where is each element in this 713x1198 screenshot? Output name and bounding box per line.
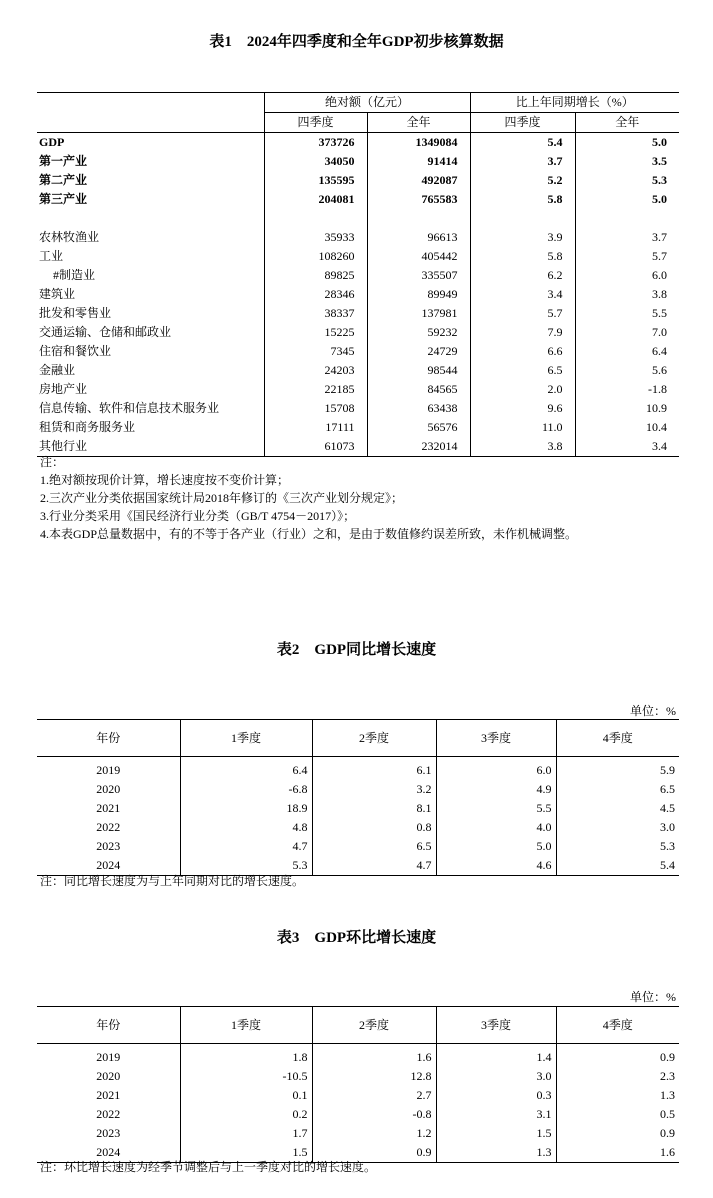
value-cell: 4.8 — [180, 818, 312, 837]
year-cell: 2021 — [96, 1088, 121, 1102]
cell-growth-q4: 9.6 — [470, 399, 575, 418]
value-cell: 0.8 — [312, 818, 436, 837]
row-label: #制造业 — [53, 268, 96, 282]
value-cell: 6.5 — [312, 837, 436, 856]
column-header: 3季度 — [436, 1007, 556, 1044]
table1-group-header-row — [37, 93, 679, 113]
table-row — [37, 171, 679, 190]
value-cell: 1.6 — [556, 1143, 679, 1163]
cell-abs-year: 335507 — [367, 266, 470, 285]
cell-growth-year: 3.7 — [575, 228, 679, 247]
column-header: 1季度 — [180, 1007, 312, 1044]
table-row — [37, 380, 679, 399]
cell-abs-year: 24729 — [367, 342, 470, 361]
value-cell: 5.9 — [556, 757, 679, 781]
table-row — [37, 247, 679, 266]
cell-growth-year: 5.3 — [575, 171, 679, 190]
row-label: 农林牧渔业 — [39, 230, 100, 244]
value-cell: 4.7 — [180, 837, 312, 856]
year-cell: 2023 — [96, 1126, 121, 1140]
value-cell: 4.0 — [436, 818, 556, 837]
value-cell: 5.0 — [436, 837, 556, 856]
cell-growth-q4: 3.7 — [470, 152, 575, 171]
cell-abs-year: 56576 — [367, 418, 470, 437]
table-row — [37, 285, 679, 304]
table1-header-growth-q4: 四季度 — [470, 113, 575, 133]
row-label: 建筑业 — [39, 287, 76, 301]
value-cell: 5.4 — [556, 856, 679, 876]
table-row — [37, 818, 679, 837]
table-row — [37, 266, 679, 285]
cell-abs-year: 89949 — [367, 285, 470, 304]
cell-abs-year: 137981 — [367, 304, 470, 323]
row-label: 房地产业 — [39, 382, 88, 396]
value-cell: 1.4 — [436, 1044, 556, 1068]
year-cell: 2020 — [96, 1069, 121, 1083]
value-cell: 0.5 — [556, 1105, 679, 1124]
table2-note: 注：同比增长速度为与上年同期对比的增长速度。 — [40, 874, 305, 888]
row-label: 第二产业 — [39, 173, 88, 187]
cell-growth-year: 7.0 — [575, 323, 679, 342]
value-cell: 12.8 — [312, 1067, 436, 1086]
value-cell: 5.3 — [180, 856, 312, 876]
table-row — [37, 1067, 679, 1086]
cell-abs-q4: 89825 — [264, 266, 367, 285]
cell-abs-year: 1349084 — [367, 133, 470, 153]
table-row — [37, 323, 679, 342]
table-row — [37, 418, 679, 437]
year-cell: 2023 — [96, 839, 121, 853]
cell-abs-q4: 15225 — [264, 323, 367, 342]
cell-abs-year: 405442 — [367, 247, 470, 266]
table3-note: 注：环比增长速度为经季节调整后与上一季度对比的增长速度。 — [40, 1160, 377, 1174]
cell-abs-year: 765583 — [367, 190, 470, 209]
cell-abs-year: 84565 — [367, 380, 470, 399]
column-header: 2季度 — [312, 720, 436, 757]
table2-title: 表2 GDP同比增长速度 — [276, 642, 437, 658]
table3-header-row — [37, 1007, 679, 1044]
value-cell: 1.5 — [180, 1143, 312, 1163]
year-cell: 2021 — [96, 801, 121, 815]
value-cell: 0.1 — [180, 1086, 312, 1105]
table2-unit: 单位：% — [630, 704, 676, 718]
table1-header-growth-year: 全年 — [575, 113, 679, 133]
table-row — [37, 1044, 679, 1068]
row-label: 租赁和商务服务业 — [39, 420, 136, 434]
value-cell: 3.0 — [436, 1067, 556, 1086]
cell-abs-q4: 22185 — [264, 380, 367, 399]
cell-growth-q4: 3.9 — [470, 228, 575, 247]
value-cell: 0.9 — [556, 1124, 679, 1143]
table3 — [37, 1006, 679, 1163]
cell-growth-year: 5.0 — [575, 190, 679, 209]
column-header: 年份 — [37, 1007, 180, 1044]
cell-growth-q4: 3.4 — [470, 285, 575, 304]
cell-growth-q4: 7.9 — [470, 323, 575, 342]
value-cell: 5.3 — [556, 837, 679, 856]
cell-growth-year: 5.0 — [575, 133, 679, 153]
year-cell: 2022 — [96, 1107, 121, 1121]
row-label: 金融业 — [39, 363, 76, 377]
row-label: 交通运输、仓储和邮政业 — [39, 325, 172, 339]
column-header: 4季度 — [556, 1007, 679, 1044]
value-cell: 3.2 — [312, 780, 436, 799]
table-row — [37, 342, 679, 361]
row-label: 工业 — [39, 249, 64, 263]
row-label: GDP — [39, 135, 65, 149]
cell-abs-q4: 24203 — [264, 361, 367, 380]
row-label: 住宿和餐饮业 — [39, 344, 112, 358]
year-cell: 2019 — [96, 1050, 121, 1064]
cell-abs-year: 59232 — [367, 323, 470, 342]
row-label: 其他行业 — [37, 437, 264, 457]
value-cell: -6.8 — [180, 780, 312, 799]
table1-corner — [37, 93, 264, 113]
cell-abs-q4: 61073 — [264, 437, 367, 457]
row-label: 信息传输、软件和信息技术服务业 — [39, 401, 220, 415]
note-line: 3.行业分类采用《国民经济行业分类（GB/T 4754－2017）》； — [40, 509, 356, 523]
column-header: 4季度 — [556, 720, 679, 757]
note-line: 4.本表GDP总量数据中，有的不等于各产业（行业）之和，是由于数值修约误差所致，未作机械调整。 — [40, 527, 578, 541]
cell-abs-year: 232014 — [367, 437, 470, 457]
table-row — [37, 799, 679, 818]
value-cell: 3.1 — [436, 1105, 556, 1124]
value-cell: 0.2 — [180, 1105, 312, 1124]
column-header: 2季度 — [312, 1007, 436, 1044]
cell-abs-q4: 373726 — [264, 133, 367, 153]
value-cell: 4.6 — [436, 856, 556, 876]
note-line: 2.三次产业分类依据国家统计局2018年修订的《三次产业划分规定》； — [40, 491, 404, 505]
table-row — [37, 190, 679, 209]
table3-title: 表3 GDP环比增长速度 — [276, 930, 437, 946]
table1-header-abs-year: 全年 — [367, 113, 470, 133]
cell-growth-year: 5.6 — [575, 361, 679, 380]
cell-abs-q4: 38337 — [264, 304, 367, 323]
value-cell: 6.5 — [556, 780, 679, 799]
value-cell: 1.3 — [436, 1143, 556, 1163]
table3-unit: 单位：% — [630, 990, 676, 1004]
year-cell: 2024 — [37, 1143, 180, 1163]
cell-growth-q4: 5.8 — [470, 247, 575, 266]
year-cell: 2022 — [96, 820, 121, 834]
table-row — [37, 304, 679, 323]
cell-growth-year: 5.7 — [575, 247, 679, 266]
column-header: 年份 — [37, 720, 180, 757]
table1-spacer-row — [37, 209, 679, 228]
cell-abs-q4: 15708 — [264, 399, 367, 418]
value-cell: 2.7 — [312, 1086, 436, 1105]
year-cell: 2024 — [37, 856, 180, 876]
cell-abs-year: 98544 — [367, 361, 470, 380]
table-row — [37, 152, 679, 171]
cell-growth-q4: 3.8 — [470, 437, 575, 457]
table1-header-growth: 比上年同期增长（%） — [470, 93, 679, 113]
value-cell: -10.5 — [180, 1067, 312, 1086]
cell-growth-q4: 5.7 — [470, 304, 575, 323]
note-line: 1.绝对额按现价计算，增长速度按不变价计算； — [40, 473, 290, 487]
table2 — [37, 719, 679, 876]
value-cell: 4.7 — [312, 856, 436, 876]
cell-growth-q4: 6.2 — [470, 266, 575, 285]
value-cell: 2.3 — [556, 1067, 679, 1086]
table1-sub-header-row — [37, 113, 679, 133]
table-row — [37, 837, 679, 856]
cell-abs-q4: 28346 — [264, 285, 367, 304]
table-row — [37, 1105, 679, 1124]
value-cell: 1.8 — [180, 1044, 312, 1068]
cell-abs-year: 91414 — [367, 152, 470, 171]
value-cell: 18.9 — [180, 799, 312, 818]
value-cell: 0.9 — [556, 1044, 679, 1068]
value-cell: 6.4 — [180, 757, 312, 781]
table-row — [37, 757, 679, 781]
cell-growth-year: 5.5 — [575, 304, 679, 323]
table-row — [37, 399, 679, 418]
year-cell: 2020 — [96, 782, 121, 796]
value-cell: 0.9 — [312, 1143, 436, 1163]
cell-abs-year: 63438 — [367, 399, 470, 418]
row-label: 批发和零售业 — [39, 306, 112, 320]
table1-notes — [40, 453, 577, 543]
cell-abs-q4: 34050 — [264, 152, 367, 171]
cell-growth-q4: 2.0 — [470, 380, 575, 399]
value-cell: 4.5 — [556, 799, 679, 818]
cell-growth-q4: 5.4 — [470, 133, 575, 153]
table2-header-row — [37, 720, 679, 757]
value-cell: 1.3 — [556, 1086, 679, 1105]
value-cell: 1.7 — [180, 1124, 312, 1143]
value-cell: 1.6 — [312, 1044, 436, 1068]
year-cell: 2019 — [96, 763, 121, 777]
table-row — [37, 1086, 679, 1105]
cell-growth-year: 3.8 — [575, 285, 679, 304]
cell-growth-year: 6.4 — [575, 342, 679, 361]
table-row — [37, 780, 679, 799]
value-cell: 3.0 — [556, 818, 679, 837]
value-cell: 5.5 — [436, 799, 556, 818]
table1-header-abs-q4: 四季度 — [264, 113, 367, 133]
cell-abs-q4: 7345 — [264, 342, 367, 361]
table1-title: 表1 2024年四季度和全年GDP初步核算数据 — [209, 34, 504, 50]
value-cell: -0.8 — [312, 1105, 436, 1124]
cell-growth-year: -1.8 — [575, 380, 679, 399]
value-cell: 6.0 — [436, 757, 556, 781]
cell-growth-q4: 5.8 — [470, 190, 575, 209]
value-cell: 1.5 — [436, 1124, 556, 1143]
cell-growth-year: 10.4 — [575, 418, 679, 437]
column-header: 3季度 — [436, 720, 556, 757]
value-cell: 4.9 — [436, 780, 556, 799]
column-header: 1季度 — [180, 720, 312, 757]
cell-abs-q4: 135595 — [264, 171, 367, 190]
cell-growth-q4: 5.2 — [470, 171, 575, 190]
note-line: 注： — [40, 455, 65, 469]
cell-abs-q4: 204081 — [264, 190, 367, 209]
cell-abs-year: 492087 — [367, 171, 470, 190]
value-cell: 6.1 — [312, 757, 436, 781]
value-cell: 1.2 — [312, 1124, 436, 1143]
table-row — [37, 133, 679, 153]
table-row — [37, 1124, 679, 1143]
value-cell: 0.3 — [436, 1086, 556, 1105]
cell-growth-q4: 6.6 — [470, 342, 575, 361]
row-label: 第一产业 — [39, 154, 88, 168]
cell-growth-year: 6.0 — [575, 266, 679, 285]
table-row — [37, 361, 679, 380]
cell-growth-year: 10.9 — [575, 399, 679, 418]
cell-growth-q4: 11.0 — [470, 418, 575, 437]
cell-abs-year: 96613 — [367, 228, 470, 247]
row-label: 第三产业 — [39, 192, 88, 206]
cell-abs-q4: 108260 — [264, 247, 367, 266]
cell-growth-year: 3.5 — [575, 152, 679, 171]
table1 — [37, 92, 679, 457]
table-row — [37, 228, 679, 247]
cell-growth-year: 3.4 — [575, 437, 679, 457]
table1-header-absolute: 绝对额（亿元） — [264, 93, 470, 113]
cell-abs-q4: 35933 — [264, 228, 367, 247]
value-cell: 8.1 — [312, 799, 436, 818]
cell-growth-q4: 6.5 — [470, 361, 575, 380]
cell-abs-q4: 17111 — [264, 418, 367, 437]
